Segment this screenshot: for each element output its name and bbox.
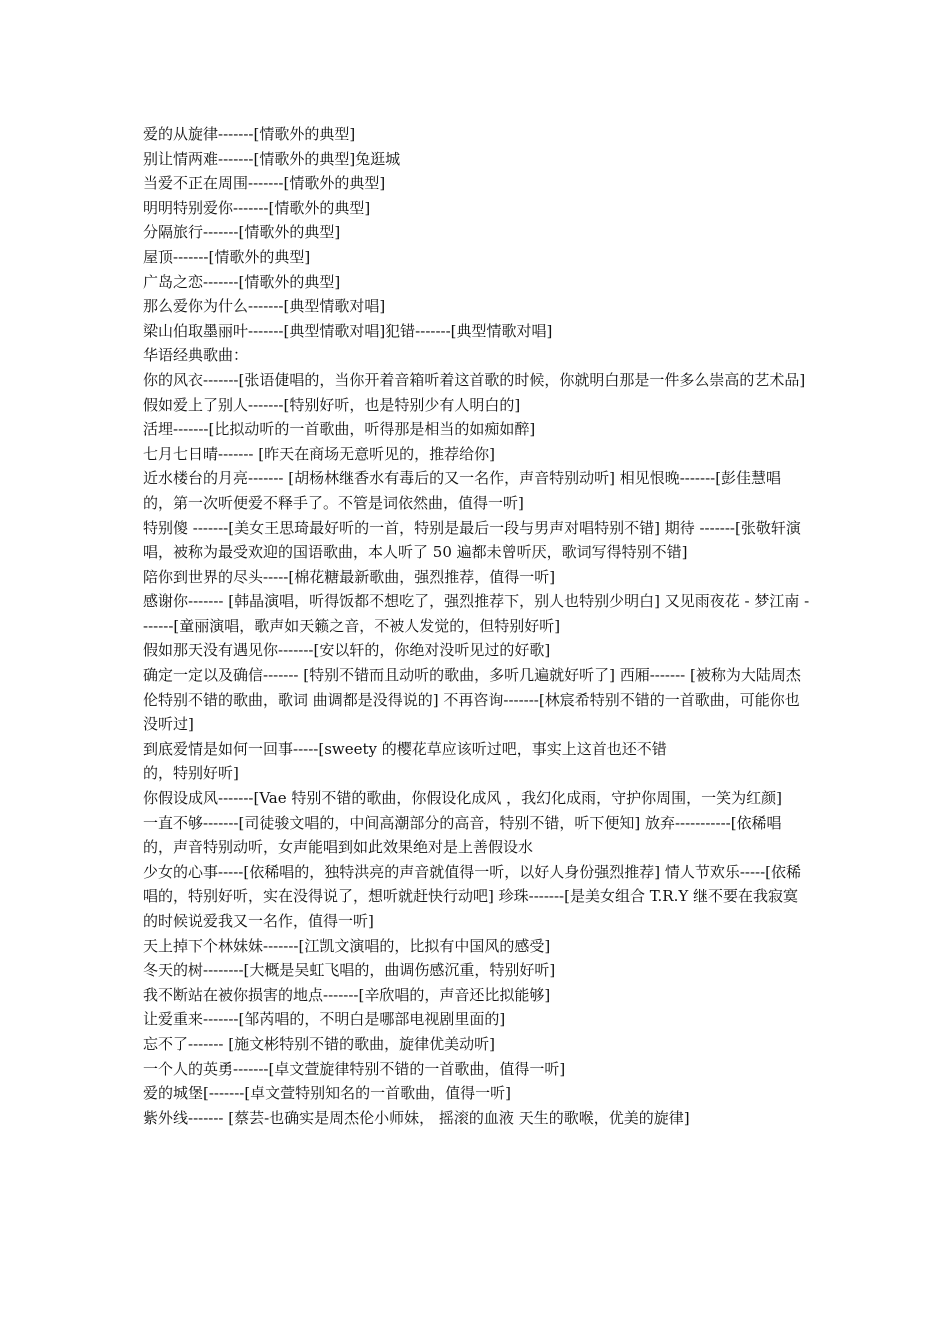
paragraph: 假如那天没有遇见你-------[安以轩的，你绝对没听见过的好歌] <box>143 641 551 660</box>
paragraph: 你的风衣-------[张语倢唱的，当你开着音箱听着这首歌的时候，你就明白那是一件多么崇高的艺术品] <box>143 370 806 389</box>
paragraph: 爱的城堡[-------[卓文萱特别知名的一首歌曲，值得一听] <box>143 1084 512 1103</box>
paragraph: 你假设成风-------[Vae 特别不错的歌曲，你假设化成风 ，我幻化成雨，守护你周围，一笑为红颜] <box>143 789 782 808</box>
paragraph: 广岛之恋-------[情歌外的典型] <box>143 272 341 291</box>
paragraph: 分隔旅行-------[情歌外的典型] <box>143 223 341 242</box>
paragraph: 那么爱你为什么-------[典型情歌对唱] <box>143 297 386 316</box>
paragraph: 梁山伯取墨丽叶-------[典型情歌对唱]犯错-------[典型情歌对唱] <box>143 321 553 340</box>
paragraph: 让爱重来-------[邹芮唱的，不明白是哪部电视剧里面的] <box>143 1010 506 1029</box>
paragraph: 假如爱上了别人-------[特别好听，也是特别少有人明白的] <box>143 395 521 414</box>
paragraph: 别让情两难-------[情歌外的典型]兔逛城 <box>143 149 401 168</box>
paragraph: 近水楼台的月亮------- [胡杨林继香水有毒后的又一名作，声音特别动听] 相见恨晚-------[彭佳慧唱的，第一次听便爱不释手了。不管是词依然曲，值得一听] <box>143 469 782 512</box>
paragraph: 少女的心事-----[依稀唱的，独特洪亮的声音就值得一听，以好人身份强烈推荐] 情人节欢乐-----[依稀唱的，特别好听，实在没得说了，想听就赶快行动吧] 珍珠-------[是美女组合 T.R.Y 继不要在我寂寞的时候说爱我又一名作，值得一听] <box>143 862 802 930</box>
paragraph: 一直不够-------[司徒骏文唱的，中间高潮部分的高音，特别不错，听下便知] 放弃-----------[依稀唱的，声音特别动听，女声能唱到如此效果绝对是上善假设水 <box>143 813 782 857</box>
paragraph: 屋顶-------[情歌外的典型] <box>143 247 311 266</box>
paragraph: 冬天的树--------[大概是吴虹飞唱的，曲调伤感沉重，特别好听] <box>143 961 556 980</box>
document-body <box>143 122 811 1130</box>
paragraph: 到底爱情是如何一回事-----[sweety 的樱花草应该听过吧，事实上这首也还不错 的，特别好听] <box>143 739 667 783</box>
paragraph: 天上掉下个林妹妹-------[江凯文演唱的，比拟有中国风的感受] <box>143 936 551 955</box>
paragraph: 七月七日晴------- [昨天在商场无意听见的，推荐给你] <box>143 444 495 463</box>
paragraph: 陪你到世界的尽头-----[棉花糖最新歌曲，强烈推荐，值得一听] <box>143 567 556 586</box>
paragraph: 紫外线------- [蔡芸-也确实是周杰伦小师妹， 摇滚的血液 天生的歌喉，优美的旋律] <box>143 1108 690 1127</box>
paragraph: 当爱不正在周围-------[情歌外的典型] <box>143 174 386 193</box>
paragraph: 活埋-------[比拟动听的一首歌曲，听得那是相当的如痴如醉] <box>143 420 536 439</box>
section-heading: 华语经典歌曲： <box>143 346 249 365</box>
paragraph: 爱的从旋律-------[情歌外的典型] <box>143 125 356 143</box>
paragraph: 忘不了------- [施文彬特别不错的歌曲，旋律优美动听] <box>143 1034 495 1053</box>
paragraph: 感谢你------- [韩晶演唱，听得饭都不想吃了，强烈推荐下，别人也特别少明白] 又见雨夜花 - 梦江南 -------[童丽演唱，歌声如天籁之音，不被人发觉的，但特别好听] <box>143 592 810 635</box>
paragraph: 特别傻 -------[美女王思琦最好听的一首，特别是最后一段与男声对唱特别不错] 期待 -------[张敬轩演唱，被称为最受欢迎的国语歌曲，本人听了 50 遍都未曾听厌，歌词写得特别不错] <box>143 518 801 562</box>
paragraph: 明明特别爱你-------[情歌外的典型] <box>143 198 371 217</box>
paragraph: 确定一定以及确信------- [特别不错而且动听的歌曲，多听几遍就好听了] 西厢------- [被称为大陆周杰伦特别不错的歌曲，歌词 曲调都是没得说的] 不再咨询-------[林宸希特别不错的一首歌曲，可能你也没听过] <box>143 666 801 734</box>
paragraph: 一个人的英勇-------[卓文萱旋律特别不错的一首歌曲，值得一听] <box>143 1059 566 1078</box>
paragraph: 我不断站在被你损害的地点-------[辛欣唱的，声音还比拟能够] <box>143 985 551 1004</box>
